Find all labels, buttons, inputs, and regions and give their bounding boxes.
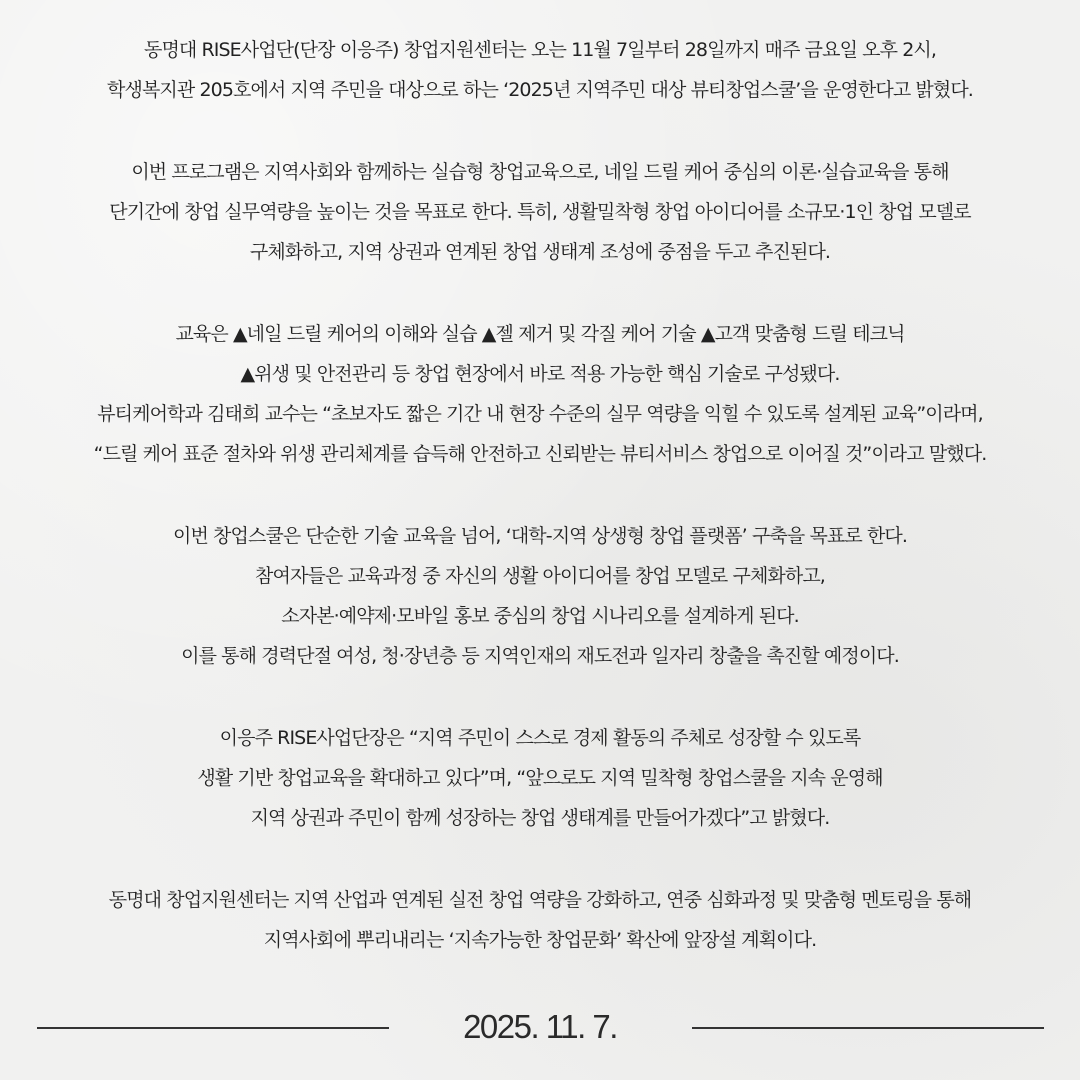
text-line: 이응주 RISE사업단장은 “지역 주민이 스스로 경제 활동의 주체로 성장할 수 있도록 [219,727,861,749]
text-line: 이번 프로그램은 지역사회와 함께하는 실습형 창업교육으로, 네일 드릴 케어 중심의 이론·실습교육을 통해 [131,161,949,183]
text-line: 이번 창업스쿨은 단순한 기술 교육을 넘어, ‘대학-지역 상생형 창업 플랫폼’ 구축을 목표로 한다. [173,525,907,547]
text-line: 구체화하고, 지역 상권과 연계된 창업 생태계 조성에 중점을 두고 추진된다. [249,241,831,263]
text-line: 지역 상권과 주민이 함께 성장하는 창업 생태계를 만들어가겠다”고 밝혔다. [250,807,830,829]
date-footer [0,1004,1080,1050]
paragraph-program [0,152,1080,272]
text-line: 동명대 창업지원센터는 지역 산업과 연계된 실전 창업 역량을 강화하고, 연중 심화과정 및 맞춤형 멘토링을 통해 [108,889,972,911]
text-line: 교육은 ▲네일 드릴 케어의 이해와 실습 ▲젤 제거 및 각질 케어 기술 ▲고객 맞춤형 드릴 테크닉 [175,323,905,345]
text-line: 단기간에 창업 실무역량을 높이는 것을 목표로 한다. 특히, 생활밀착형 창업 아이디어를 소규모·1인 창업 모델로 [109,201,971,223]
text-line: 지역사회에 뿌리내리는 ‘지속가능한 창업문화’ 확산에 앞장설 계획이다. [263,929,817,951]
paragraph-intro [0,30,1080,110]
text-line: 뷰티케어학과 김태희 교수는 “초보자도 짧은 기간 내 현장 수준의 실무 역량을 익힐 수 있도록 설계된 교육”이라며, [97,403,983,425]
text-line: “드릴 케어 표준 절차와 위생 관리체계를 습득해 안전하고 신뢰받는 뷰티서비스 창업으로 이어질 것”이라고 말했다. [93,443,987,465]
article-body [0,30,1080,960]
paragraph-curriculum [0,314,1080,474]
paragraph-platform [0,516,1080,676]
text-line: 소자본·예약제·모바일 홍보 중심의 창업 시나리오를 설계하게 된다. [281,605,799,627]
paragraph-closing [0,880,1080,960]
publish-date: 2025. 11. 7. [463,1008,617,1045]
text-line: 생활 기반 창업교육을 확대하고 있다”며, “앞으로도 지역 밀착형 창업스쿨을 지속 운영해 [197,767,883,789]
text-line: 이를 통해 경력단절 여성, 청·장년층 등 지역인재의 재도전과 일자리 창출을 촉진할 예정이다. [181,645,899,667]
divider-line-right [692,1027,1044,1029]
text-line: 동명대 RISE사업단(단장 이응주) 창업지원센터는 오는 11월 7일부터 28일까지 매주 금요일 오후 2시, [144,39,936,61]
text-line: 학생복지관 205호에서 지역 주민을 대상으로 하는 ‘2025년 지역주민 대상 뷰티창업스쿨’을 운영한다고 밝혔다. [107,79,973,101]
text-line: 참여자들은 교육과정 중 자신의 생활 아이디어를 창업 모델로 구체화하고, [255,565,825,587]
text-line: ▲위생 및 안전관리 등 창업 현장에서 바로 적용 가능한 핵심 기술로 구성됐다. [240,363,840,385]
divider-line-left [37,1027,389,1029]
paragraph-director-quote [0,718,1080,838]
